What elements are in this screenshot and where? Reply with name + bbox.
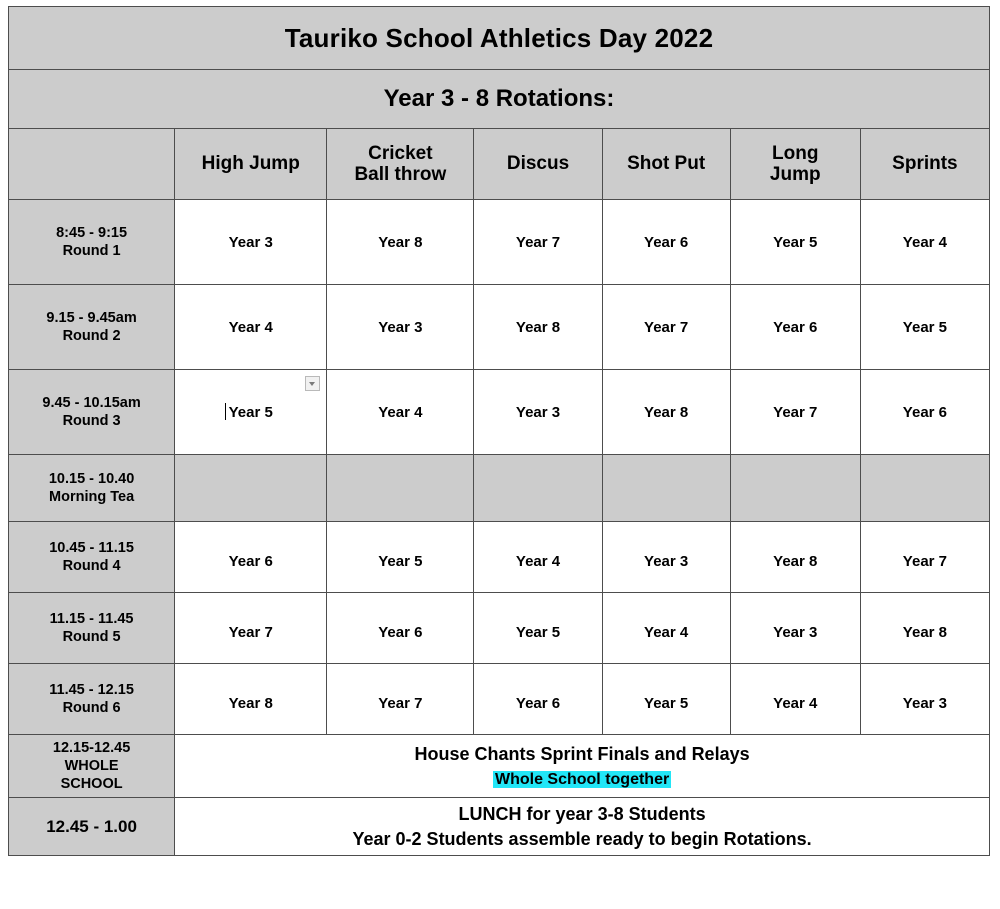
table-row-morning-tea <box>9 455 990 522</box>
table-cell[interactable]: Year 6 <box>730 285 860 370</box>
house-chants-line2 <box>178 766 986 791</box>
table-cell[interactable] <box>860 455 989 522</box>
table-cell[interactable]: Year 5 <box>730 200 860 285</box>
table-subtitle-row <box>9 70 990 129</box>
table-cell[interactable]: Year 5 <box>327 522 474 593</box>
table-row <box>9 664 990 735</box>
text-cursor-icon <box>225 403 226 420</box>
table-cell-selected[interactable] <box>175 370 327 455</box>
table-header-row <box>9 129 990 200</box>
row-header-time: 9.15 - 9.45am Round 2 <box>9 285 175 370</box>
table-cell[interactable]: Year 7 <box>730 370 860 455</box>
table-cell[interactable] <box>602 455 730 522</box>
table-cell[interactable]: Year 7 <box>327 664 474 735</box>
table-row <box>9 200 990 285</box>
table-cell[interactable]: Year 4 <box>175 285 327 370</box>
table-cell[interactable]: Year 3 <box>860 664 989 735</box>
table-cell[interactable]: Year 5 <box>474 593 602 664</box>
table-cell[interactable]: Year 8 <box>474 285 602 370</box>
table-cell[interactable] <box>474 455 602 522</box>
table-cell[interactable] <box>730 455 860 522</box>
table-cell[interactable]: Year 4 <box>730 664 860 735</box>
row-header-time: 12.45 - 1.00 <box>9 798 175 856</box>
table-cell[interactable]: Year 7 <box>602 285 730 370</box>
table-cell[interactable]: Year 5 <box>602 664 730 735</box>
column-header-shot-put: Shot Put <box>602 129 730 200</box>
row-header-time: 10.45 - 11.15 Round 4 <box>9 522 175 593</box>
table-cell[interactable] <box>327 455 474 522</box>
table-cell[interactable]: Year 6 <box>860 370 989 455</box>
page-subtitle: Year 3 - 8 Rotations: <box>9 70 990 129</box>
lunch-cell[interactable] <box>175 798 990 856</box>
row-header-time: 11.15 - 11.45 Round 5 <box>9 593 175 664</box>
table-cell[interactable] <box>175 455 327 522</box>
column-header-cricket-ball-throw: Cricket Ball throw <box>327 129 474 200</box>
table-cell[interactable]: Year 7 <box>474 200 602 285</box>
table-cell[interactable]: Year 6 <box>175 522 327 593</box>
house-chants-cell[interactable] <box>175 735 990 798</box>
table-cell[interactable]: Year 4 <box>474 522 602 593</box>
row-header-time: 8:45 - 9:15 Round 1 <box>9 200 175 285</box>
table-cell[interactable]: Year 8 <box>327 200 474 285</box>
table-cell[interactable]: Year 3 <box>730 593 860 664</box>
highlighted-text: Whole School together <box>494 771 670 789</box>
column-header-sprints: Sprints <box>860 129 989 200</box>
table-cell[interactable]: Year 6 <box>602 200 730 285</box>
column-header-high-jump: High Jump <box>175 129 327 200</box>
row-header-time: 10.15 - 10.40 Morning Tea <box>9 455 175 522</box>
row-header-time: 11.45 - 12.15 Round 6 <box>9 664 175 735</box>
table-cell[interactable]: Year 7 <box>860 522 989 593</box>
chevron-down-icon[interactable] <box>305 376 320 391</box>
table-cell[interactable]: Year 6 <box>327 593 474 664</box>
table-cell[interactable]: Year 3 <box>602 522 730 593</box>
athletics-day-rotation-table <box>8 6 990 856</box>
lunch-line1: LUNCH for year 3-8 Students <box>458 804 706 825</box>
table-cell[interactable]: Year 3 <box>327 285 474 370</box>
table-row <box>9 522 990 593</box>
table-cell[interactable]: Year 5 <box>860 285 989 370</box>
row-header-time: 12.15-12.45 WHOLE SCHOOL <box>9 735 175 798</box>
table-row <box>9 285 990 370</box>
header-corner-cell <box>9 129 175 200</box>
cell-text-wrapper <box>229 404 273 421</box>
lunch-line2: Year 0-2 Students assemble ready to begin Rotations. <box>352 828 812 849</box>
table-cell[interactable]: Year 4 <box>327 370 474 455</box>
table-row <box>9 370 990 455</box>
table-cell[interactable]: Year 7 <box>175 593 327 664</box>
table-row-house-chants <box>9 735 990 798</box>
table-row <box>9 593 990 664</box>
table-cell[interactable]: Year 4 <box>860 200 989 285</box>
table-cell[interactable]: Year 8 <box>175 664 327 735</box>
house-chants-line1: House Chants Sprint Finals and Relays <box>414 743 750 764</box>
table-cell[interactable]: Year 8 <box>860 593 989 664</box>
page-title: Tauriko School Athletics Day 2022 <box>9 7 990 70</box>
table-cell[interactable]: Year 3 <box>175 200 327 285</box>
table-cell[interactable]: Year 3 <box>474 370 602 455</box>
table-row-lunch <box>9 798 990 856</box>
row-header-time: 9.45 - 10.15am Round 3 <box>9 370 175 455</box>
column-header-discus: Discus <box>474 129 602 200</box>
column-header-long-jump: Long Jump <box>730 129 860 200</box>
table-title-row <box>9 7 990 70</box>
cell-text: Year 5 <box>228 403 273 421</box>
table-cell[interactable]: Year 8 <box>730 522 860 593</box>
table-cell[interactable]: Year 4 <box>602 593 730 664</box>
table-cell[interactable]: Year 6 <box>474 664 602 735</box>
table-cell[interactable]: Year 8 <box>602 370 730 455</box>
